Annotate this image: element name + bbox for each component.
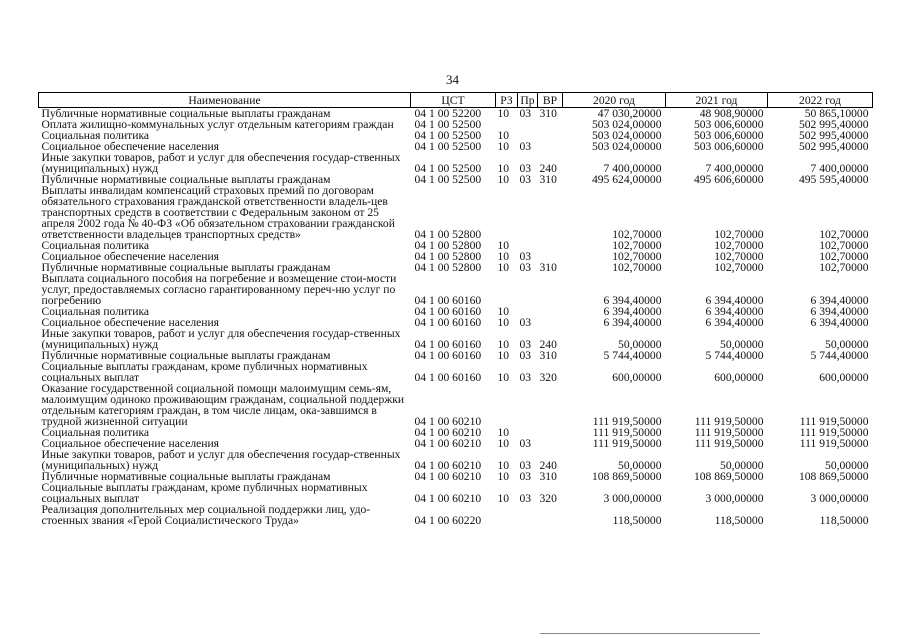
cell-2020: 6 394,40000 (603, 294, 662, 307)
cell-vr (538, 438, 563, 449)
cell-2021: 503 006,60000 (693, 140, 764, 153)
cell-2022: 111 919,50000 (799, 415, 869, 428)
cell-2022: 6 394,40000 (810, 305, 869, 318)
cell-2022: 6 394,40000 (810, 316, 869, 329)
cell-vr (538, 504, 563, 526)
cell-vr: 320 (539, 371, 557, 384)
cell-name: Социальные выплаты гражданам, кроме публичных нормативных социальных выплат (41, 481, 368, 505)
cell-2020: 102,70000 (612, 228, 662, 241)
cell-2021: 111 919,50000 (694, 415, 764, 428)
cell-pr: 03 (519, 316, 532, 329)
cell-2020: 47 030,20000 (597, 107, 662, 120)
cell-2021: 600,00000 (714, 371, 764, 384)
cell-rz: 10 (497, 239, 510, 252)
cell-2021: 503 006,60000 (693, 118, 764, 131)
cell-vr (538, 130, 563, 141)
cell-rz: 10 (497, 492, 510, 505)
table-row (39, 504, 873, 526)
cell-2022: 502 995,40000 (798, 140, 869, 153)
cell-2022: 50 865,10000 (804, 107, 869, 120)
cell-cst: 04 1 00 52500 (414, 140, 482, 153)
cell-2021: 102,70000 (714, 239, 764, 252)
table-row (39, 273, 873, 306)
cell-name: Социальное обеспечение населения (41, 250, 220, 263)
cell-name: Иные закупки товаров, работ и услуг для обеспечения государ-ственных (муниципальных) нужд (41, 448, 401, 472)
cell-cst: 04 1 00 52500 (414, 129, 482, 142)
cell-vr: 310 (539, 107, 557, 120)
cell-2021: 495 606,60000 (693, 173, 764, 186)
table-row (39, 383, 873, 427)
cell-cst: 04 1 00 60160 (414, 294, 482, 307)
cell-cst: 04 1 00 52500 (414, 162, 482, 175)
cell-vr (538, 273, 563, 306)
cell-rz: 10 (497, 349, 510, 362)
table-row (39, 152, 873, 174)
cell-2021: 6 394,40000 (705, 316, 764, 329)
cell-rz (496, 185, 518, 240)
cell-2022: 50,00000 (825, 459, 869, 472)
cell-vr (538, 427, 563, 438)
cell-pr: 03 (519, 107, 532, 120)
cell-2022: 102,70000 (819, 239, 869, 252)
cell-pr: 03 (519, 140, 532, 153)
cell-2022: 108 869,50000 (798, 470, 869, 483)
cell-2021: 102,70000 (714, 261, 764, 274)
cell-name: Выплата социального пособия на погребение и возмещение стои-мости услуг, предоставляемых согласно гарантированному переч-ню услуг по погребению (41, 272, 397, 307)
cell-pr (518, 504, 538, 526)
cell-2022: 5 744,40000 (810, 349, 869, 362)
cell-2022: 3 000,00000 (810, 492, 869, 505)
cell-2022: 102,70000 (819, 261, 869, 274)
cell-rz: 10 (497, 173, 510, 186)
cell-2021: 6 394,40000 (705, 294, 764, 307)
cell-vr: 310 (539, 173, 557, 186)
cell-cst: 04 1 00 52200 (414, 107, 482, 120)
cell-2021: 50,00000 (720, 338, 764, 351)
cell-vr: 310 (539, 470, 557, 483)
table-row (39, 361, 873, 383)
cell-2021: 118,50000 (714, 514, 764, 527)
cell-name: Публичные нормативные социальные выплаты гражданам (41, 349, 331, 362)
page-number: 34 (446, 72, 459, 87)
cell-name: Публичные нормативные социальные выплаты гражданам (41, 261, 331, 274)
table-row (39, 482, 873, 504)
column-header-vr: ВР (538, 93, 563, 108)
cell-cst: 04 1 00 60210 (414, 470, 482, 483)
cell-2022: 111 919,50000 (799, 426, 869, 439)
cell-pr: 03 (519, 371, 532, 384)
cell-2021: 7 400,00000 (705, 162, 764, 175)
cell-cst: 04 1 00 52800 (414, 228, 482, 241)
cell-name: Реализация дополнительных мер социальной поддержки лиц, удо-стоенных звания «Герой Социалистического Труда» (41, 503, 371, 527)
cell-2020: 6 394,40000 (603, 305, 662, 318)
cell-name: Социальная политика (41, 239, 150, 252)
cell-2021: 108 869,50000 (693, 470, 764, 483)
cell-name: Социальное обеспечение населения (41, 437, 220, 450)
cell-cst: 04 1 00 60160 (414, 371, 482, 384)
cell-name: Выплаты инвалидам компенсаций страховых премий по договорам обязательного страхования гражданской ответственности владель-цев транспортных средств в соответствии с Федеральным законом от 25 апреля 2002 года № 40-ФЗ «Об обязательном страховании гражданской ответственности владельцев транспортных средств» (41, 184, 395, 241)
cell-rz (496, 383, 518, 427)
cell-vr (538, 306, 563, 317)
cell-vr (538, 383, 563, 427)
cell-2021: 111 919,50000 (694, 426, 764, 439)
cell-2020: 495 624,00000 (591, 173, 662, 186)
cell-rz: 10 (497, 250, 510, 263)
cell-pr (518, 273, 538, 306)
cell-rz (496, 504, 518, 526)
cell-pr: 03 (519, 250, 532, 263)
cell-cst: 04 1 00 60210 (414, 459, 482, 472)
cell-rz: 10 (497, 371, 510, 384)
table-row (39, 328, 873, 350)
cell-2020: 600,00000 (612, 371, 662, 384)
cell-cst: 04 1 00 60210 (414, 415, 482, 428)
cell-name: Оплата жилищно-коммунальных услуг отдельным категориям граждан (41, 118, 394, 131)
cell-2022: 50,00000 (825, 338, 869, 351)
cell-cst: 04 1 00 52500 (414, 118, 482, 131)
cell-2021: 50,00000 (720, 459, 764, 472)
cell-rz: 10 (497, 129, 510, 142)
cell-rz: 10 (497, 437, 510, 450)
cell-pr (518, 119, 538, 130)
cell-2022: 111 919,50000 (799, 437, 869, 450)
cell-vr: 310 (539, 261, 557, 274)
cell-rz: 10 (497, 459, 510, 472)
table-header-row (39, 93, 873, 108)
cell-2020: 102,70000 (612, 239, 662, 252)
column-header-2021: 2021 год (666, 93, 768, 108)
cell-rz: 10 (497, 261, 510, 274)
cell-rz: 10 (497, 426, 510, 439)
cell-pr: 03 (519, 173, 532, 186)
cell-rz: 10 (497, 338, 510, 351)
cell-name: Публичные нормативные социальные выплаты гражданам (41, 107, 331, 120)
cell-cst: 04 1 00 60160 (414, 305, 482, 318)
cell-2021: 3 000,00000 (705, 492, 764, 505)
cell-2020: 118,50000 (612, 514, 662, 527)
cell-name: Социальное обеспечение населения (41, 140, 220, 153)
cell-2021: 102,70000 (714, 228, 764, 241)
cell-2020: 50,00000 (618, 338, 662, 351)
cell-cst: 04 1 00 60210 (414, 492, 482, 505)
cell-name: Иные закупки товаров, работ и услуг для обеспечения государ-ственных (муниципальных) нужд (41, 151, 401, 175)
cell-2022: 6 394,40000 (810, 294, 869, 307)
cell-2020: 102,70000 (612, 261, 662, 274)
column-header-name: Наименование (39, 93, 411, 108)
cell-2020: 111 919,50000 (592, 426, 662, 439)
cell-vr: 240 (539, 338, 557, 351)
column-header-cst: ЦСТ (411, 93, 496, 108)
cell-name: Иные закупки товаров, работ и услуг для обеспечения государ-ственных (муниципальных) нужд (41, 327, 401, 351)
cell-name: Социальная политика (41, 426, 150, 439)
cell-vr (538, 141, 563, 152)
cell-cst: 04 1 00 60210 (414, 426, 482, 439)
cell-cst: 04 1 00 52800 (414, 250, 482, 263)
cell-pr: 03 (519, 162, 532, 175)
cell-2022: 495 595,40000 (798, 173, 869, 186)
cell-2020: 3 000,00000 (603, 492, 662, 505)
cell-2021: 5 744,40000 (705, 349, 764, 362)
cell-2020: 7 400,00000 (603, 162, 662, 175)
cell-cst: 04 1 00 52800 (414, 239, 482, 252)
cell-name: Оказание государственной социальной помощи малоимущим семь-ям, малоимущим одиноко проживающим гражданам, социальной поддержки отдельным категориям граждан, в том числе лицам, ока-завшимся в трудной жизненной ситуации (41, 382, 405, 428)
cell-2022: 7 400,00000 (810, 162, 869, 175)
cell-name: Публичные нормативные социальные выплаты гражданам (41, 470, 331, 483)
cell-vr (538, 317, 563, 328)
budget-table (38, 92, 873, 526)
cell-2020: 111 919,50000 (592, 437, 662, 450)
cell-pr: 03 (519, 459, 532, 472)
cell-2020: 102,70000 (612, 250, 662, 263)
cell-rz: 10 (497, 140, 510, 153)
cell-name: Социальные выплаты гражданам, кроме публичных нормативных социальных выплат (41, 360, 368, 384)
table-body (39, 108, 873, 527)
cell-vr: 240 (539, 459, 557, 472)
column-header-2022: 2022 год (768, 93, 873, 108)
cell-pr (518, 383, 538, 427)
cell-vr (538, 119, 563, 130)
cell-2020: 503 024,00000 (591, 129, 662, 142)
cell-2022: 502 995,40000 (798, 118, 869, 131)
cell-2022: 102,70000 (819, 228, 869, 241)
cell-pr: 03 (519, 261, 532, 274)
cell-2022: 600,00000 (819, 371, 869, 384)
cell-2021: 111 919,50000 (694, 437, 764, 450)
cell-2021: 503 006,60000 (693, 129, 764, 142)
cell-2021: 102,70000 (714, 250, 764, 263)
cell-name: Социальное обеспечение населения (41, 316, 220, 329)
cell-pr: 03 (519, 492, 532, 505)
cell-pr: 03 (519, 437, 532, 450)
cell-rz: 10 (497, 162, 510, 175)
cell-name: Публичные нормативные социальные выплаты гражданам (41, 173, 331, 186)
cell-2022: 118,50000 (819, 514, 869, 527)
cell-cst: 04 1 00 60160 (414, 349, 482, 362)
cell-pr: 03 (519, 338, 532, 351)
cell-vr: 240 (539, 162, 557, 175)
table-row (39, 449, 873, 471)
cell-cst: 04 1 00 52500 (414, 173, 482, 186)
cell-2020: 6 394,40000 (603, 316, 662, 329)
cell-cst: 04 1 00 60210 (414, 437, 482, 450)
cell-vr (538, 240, 563, 251)
cell-rz: 10 (497, 305, 510, 318)
cell-cst: 04 1 00 60160 (414, 338, 482, 351)
cell-cst: 04 1 00 60160 (414, 316, 482, 329)
table-row (39, 185, 873, 240)
cell-cst: 04 1 00 60220 (414, 514, 482, 527)
cell-2020: 108 869,50000 (591, 470, 662, 483)
cell-2020: 5 744,40000 (603, 349, 662, 362)
cell-rz: 10 (497, 316, 510, 329)
cell-2020: 111 919,50000 (592, 415, 662, 428)
column-header-2020: 2020 год (563, 93, 666, 108)
cell-rz: 10 (497, 107, 510, 120)
cell-pr: 03 (519, 470, 532, 483)
cell-2021: 48 908,90000 (699, 107, 764, 120)
cell-vr: 310 (539, 349, 557, 362)
cell-vr: 320 (539, 492, 557, 505)
footer-rule (540, 633, 760, 634)
cell-rz: 10 (497, 470, 510, 483)
cell-2022: 102,70000 (819, 250, 869, 263)
cell-2022: 502 995,40000 (798, 129, 869, 142)
column-header-pr: Пр (518, 93, 538, 108)
cell-cst: 04 1 00 52800 (414, 261, 482, 274)
cell-2020: 50,00000 (618, 459, 662, 472)
cell-pr (518, 185, 538, 240)
cell-2020: 503 024,00000 (591, 140, 662, 153)
cell-2020: 503 024,00000 (591, 118, 662, 131)
cell-name: Социальная политика (41, 305, 150, 318)
cell-rz (496, 273, 518, 306)
column-header-rz: РЗ (496, 93, 518, 108)
cell-name: Социальная политика (41, 129, 150, 142)
cell-vr (538, 185, 563, 240)
cell-pr: 03 (519, 349, 532, 362)
cell-2021: 6 394,40000 (705, 305, 764, 318)
